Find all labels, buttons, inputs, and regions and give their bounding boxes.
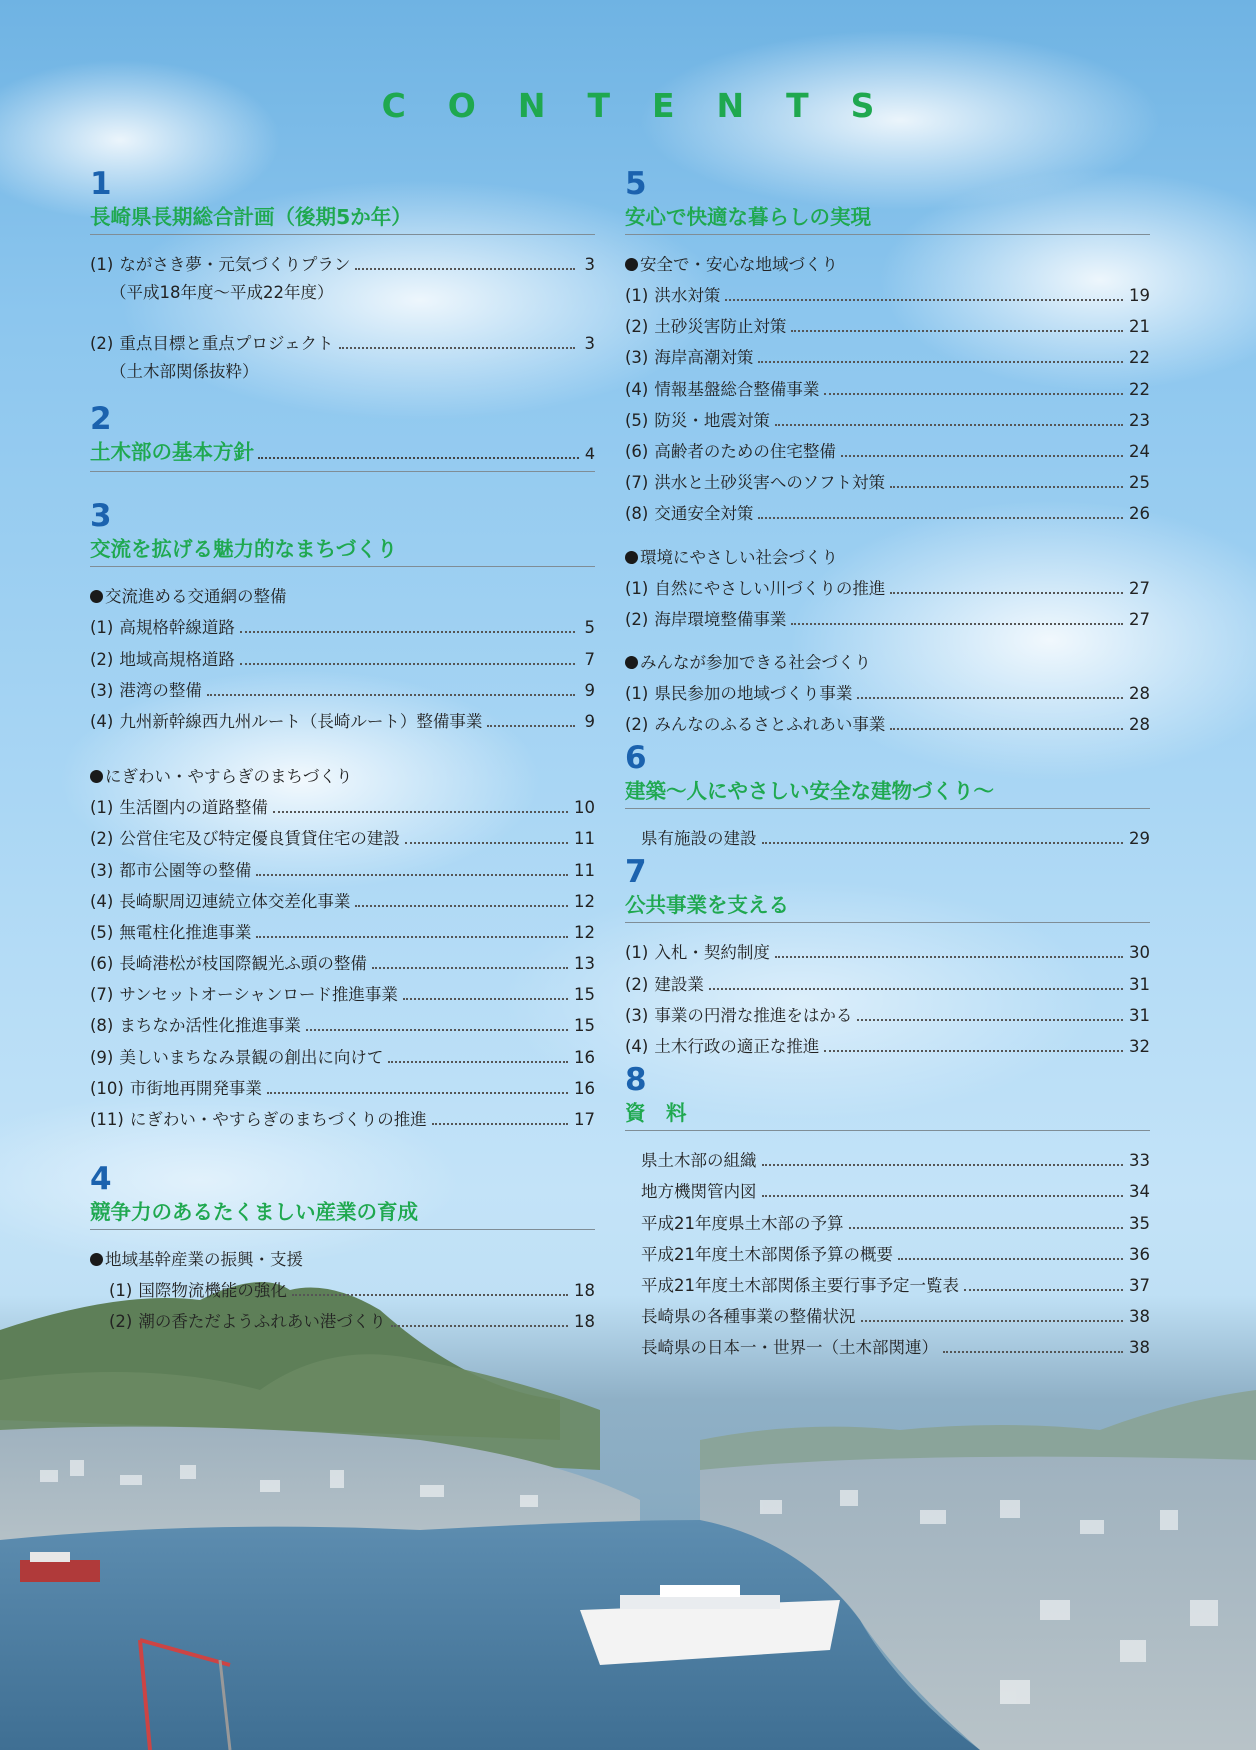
section-title[interactable] xyxy=(90,437,595,472)
entry-number: (1) xyxy=(625,286,649,305)
section-title-text: 交流を拡げる魅力的なまちづくり xyxy=(90,537,398,562)
entry-label: 公営住宅及び特定優良賃貸住宅の建設 xyxy=(119,829,400,849)
section-title-text: 公共事業を支える xyxy=(625,893,789,918)
page-number: 18 xyxy=(574,1281,595,1301)
entry-label: まちなか活性化推進事業 xyxy=(119,1016,301,1036)
entry-label: 県土木部の組織 xyxy=(641,1151,757,1171)
group-heading-text: みんなが参加できる社会づくり xyxy=(640,652,871,672)
page-number: 25 xyxy=(1129,473,1150,493)
toc-entry[interactable] xyxy=(625,1031,1150,1062)
entry-number: (2) xyxy=(109,1312,133,1332)
dot-leader xyxy=(964,1289,1123,1291)
bullet-icon xyxy=(90,770,103,783)
page-number: 7 xyxy=(584,649,595,669)
entry-number: (5) xyxy=(625,410,649,430)
toc-entry[interactable] xyxy=(90,249,595,280)
toc-entry[interactable] xyxy=(90,1073,595,1104)
toc-entry[interactable] xyxy=(625,823,1150,854)
toc-entry[interactable] xyxy=(625,467,1150,498)
page-number: 9 xyxy=(584,711,595,731)
page-number: 9 xyxy=(584,680,595,700)
toc-entry[interactable] xyxy=(90,979,595,1010)
section-title xyxy=(90,202,595,235)
bullet-icon xyxy=(625,258,638,271)
page-number: 28 xyxy=(1129,715,1150,735)
section-title xyxy=(625,776,1150,809)
entry-number: (11) xyxy=(90,1110,124,1129)
page-number: 27 xyxy=(1129,609,1150,629)
dot-leader xyxy=(857,1019,1123,1021)
section-title-text: 長崎県長期総合計画（後期5か年） xyxy=(90,205,412,229)
entry-number: (1) xyxy=(109,1281,133,1301)
section-title-text: 建築〜人にやさしい安全な建物づくり〜 xyxy=(625,779,994,804)
dot-leader xyxy=(388,1061,568,1063)
page-number: 26 xyxy=(1129,504,1150,524)
entry-label: 九州新幹線西九州ルート（長崎ルート）整備事業 xyxy=(119,711,483,731)
entry-number: (1) xyxy=(90,798,114,818)
page-number: 15 xyxy=(574,985,595,1005)
page-number: 27 xyxy=(1129,578,1150,598)
entry-label: 高齢者のための住宅整備 xyxy=(654,441,836,461)
entry-subtitle: （平成18年度〜平成22年度） xyxy=(110,283,334,303)
dot-leader xyxy=(775,956,1123,958)
entry-number: (4) xyxy=(90,891,114,911)
toc-entry[interactable] xyxy=(625,1208,1150,1239)
entry-number: (6) xyxy=(90,954,114,974)
entry-label: 県有施設の建設 xyxy=(641,829,757,849)
page-number: 35 xyxy=(1129,1213,1150,1233)
toc-entry[interactable] xyxy=(90,328,595,359)
page-number: 34 xyxy=(1129,1182,1150,1202)
group-heading-text: 安全で・安心な地域づくり xyxy=(640,255,838,274)
dot-leader xyxy=(709,988,1123,990)
dot-leader xyxy=(403,998,568,1000)
toc-entry[interactable] xyxy=(625,342,1150,373)
section-3 xyxy=(90,498,595,1135)
group-heading xyxy=(625,647,1150,678)
entry-number: (7) xyxy=(90,985,114,1005)
entry-label: にぎわい・やすらぎのまちづくりの推進 xyxy=(129,1110,427,1129)
toc-entry[interactable] xyxy=(625,709,1150,740)
entry-label: 長崎県の各種事業の整備状況 xyxy=(641,1307,856,1327)
entry-number: (3) xyxy=(625,348,649,368)
entry-label: みんなのふるさとふれあい事業 xyxy=(654,715,886,735)
entry-label: 交通安全対策 xyxy=(654,504,754,524)
entry-label: 海岸高潮対策 xyxy=(654,348,754,368)
bullet-icon xyxy=(625,551,638,564)
entry-number: (1) xyxy=(625,578,649,598)
page-number: 4 xyxy=(584,444,595,464)
entry-label: 潮の香ただようふれあい港づくり xyxy=(138,1312,386,1332)
entry-number: (3) xyxy=(625,1005,649,1025)
toc-entry[interactable] xyxy=(90,823,595,854)
dot-leader xyxy=(240,631,575,633)
entry-label: 洪水対策 xyxy=(654,286,721,305)
dot-leader xyxy=(432,1123,568,1125)
entry-number: (7) xyxy=(625,473,649,493)
section-title-text: 土木部の基本方針 xyxy=(90,440,254,465)
entry-label: 重点目標と重点プロジェクト xyxy=(119,334,334,354)
entry-number: (4) xyxy=(625,1037,649,1056)
dot-leader xyxy=(890,486,1123,488)
entry-number: (2) xyxy=(90,649,114,669)
entry-label: 海岸環境整備事業 xyxy=(654,609,787,629)
group-heading xyxy=(90,581,595,612)
page-number: 16 xyxy=(574,1047,595,1067)
entry-number: (2) xyxy=(90,334,114,354)
dot-leader xyxy=(372,967,568,969)
dot-leader xyxy=(943,1351,1123,1353)
dot-leader xyxy=(256,936,568,938)
section-number: 3 xyxy=(90,498,112,535)
dot-leader xyxy=(339,347,575,349)
page-number: 23 xyxy=(1129,410,1150,430)
toc-entry[interactable] xyxy=(625,1239,1150,1270)
toc-entry[interactable] xyxy=(625,498,1150,529)
page-number: 30 xyxy=(1129,943,1150,963)
entry-label: 県民参加の地域づくり事業 xyxy=(654,683,853,703)
dot-leader xyxy=(857,697,1123,699)
toc-entry[interactable] xyxy=(625,1176,1150,1207)
entry-label: 平成21年度土木部関係予算の概要 xyxy=(641,1244,893,1264)
section-number: 7 xyxy=(625,854,647,891)
page-number: 21 xyxy=(1129,317,1150,337)
toc-entry[interactable] xyxy=(90,855,595,886)
page-number: 38 xyxy=(1129,1338,1150,1358)
dot-leader xyxy=(207,694,575,696)
section-number: 2 xyxy=(90,401,112,438)
entry-label: 美しいまちなみ景観の創出に向けて xyxy=(119,1047,384,1067)
dot-leader xyxy=(824,393,1123,395)
section-8 xyxy=(625,1062,1150,1363)
dot-leader xyxy=(898,1258,1123,1260)
section-title-text: 資 料 xyxy=(625,1101,687,1126)
entry-number: (2) xyxy=(90,829,114,849)
dot-leader xyxy=(306,1029,568,1031)
dot-leader xyxy=(762,1164,1124,1166)
toc-entry[interactable] xyxy=(90,1010,595,1041)
contents-title: CONTENTS xyxy=(381,86,917,125)
section-title xyxy=(625,890,1150,923)
toc-entry[interactable] xyxy=(625,280,1150,311)
page-number: 11 xyxy=(574,860,595,880)
entry-label: 高規格幹線道路 xyxy=(119,618,235,638)
toc-entry[interactable] xyxy=(625,1332,1150,1363)
page-number: 36 xyxy=(1129,1244,1150,1264)
entry-number: (2) xyxy=(625,974,649,994)
dot-leader xyxy=(240,663,575,665)
entry-label: 土木行政の適正な推進 xyxy=(654,1037,820,1056)
section-5 xyxy=(625,166,1150,740)
toc-entry[interactable] xyxy=(625,969,1150,1000)
toc-entry[interactable] xyxy=(90,1306,595,1337)
group-heading xyxy=(625,249,1150,280)
entry-number: (1) xyxy=(625,683,649,703)
section-title xyxy=(90,1197,595,1230)
page-number: 18 xyxy=(574,1312,595,1332)
toc-entry[interactable] xyxy=(625,604,1150,635)
dot-leader xyxy=(758,361,1123,363)
bullet-icon xyxy=(90,1253,103,1266)
section-number: 1 xyxy=(90,166,112,202)
dot-leader xyxy=(355,905,568,907)
dot-leader xyxy=(355,268,575,270)
page-number: 13 xyxy=(574,954,595,974)
toc-entry[interactable] xyxy=(90,706,595,737)
entry-label: 情報基盤総合整備事業 xyxy=(654,379,820,399)
dot-leader xyxy=(267,1092,568,1094)
left-column xyxy=(90,166,595,1338)
toc-entry[interactable] xyxy=(625,311,1150,342)
dot-leader xyxy=(791,330,1123,332)
entry-number: (9) xyxy=(90,1047,114,1067)
page-number: 37 xyxy=(1129,1275,1150,1295)
dot-leader xyxy=(824,1050,1123,1052)
entry-number: (1) xyxy=(90,618,114,638)
entry-label: 平成21年度県土木部の予算 xyxy=(641,1213,844,1233)
page-number: 5 xyxy=(584,618,595,638)
dot-leader xyxy=(487,725,575,727)
page-number: 3 xyxy=(584,334,595,354)
toc-entry[interactable] xyxy=(625,678,1150,709)
group-heading-text: 地域基幹産業の振興・支援 xyxy=(105,1250,303,1270)
entry-label: サンセットオーシャンロード推進事業 xyxy=(119,985,398,1005)
toc-entry[interactable] xyxy=(625,573,1150,604)
page-number: 31 xyxy=(1129,1005,1150,1025)
toc-entry[interactable] xyxy=(625,374,1150,405)
page-number: 28 xyxy=(1129,683,1150,703)
toc-entry[interactable] xyxy=(90,644,595,675)
dot-leader xyxy=(256,874,568,876)
entry-number: (8) xyxy=(625,504,649,524)
entry-label: 地域高規格道路 xyxy=(119,649,235,669)
page-number: 24 xyxy=(1129,441,1150,461)
entry-number: (5) xyxy=(90,922,114,942)
toc-entry[interactable] xyxy=(90,1275,595,1306)
entry-label: 長崎港松が枝国際観光ふ頭の整備 xyxy=(119,954,367,974)
group-heading-text: 環境にやさしい社会づくり xyxy=(640,547,838,567)
section-title xyxy=(625,202,1150,235)
page-number: 22 xyxy=(1129,379,1150,399)
entry-number: (8) xyxy=(90,1016,114,1036)
toc-entry[interactable] xyxy=(625,1000,1150,1031)
toc-entry[interactable] xyxy=(625,436,1150,467)
toc-entry[interactable] xyxy=(90,917,595,948)
entry-number: (6) xyxy=(625,441,649,461)
toc-entry[interactable] xyxy=(90,792,595,823)
entry-label: 市街地再開発事業 xyxy=(129,1078,262,1098)
entry-label: 平成21年度土木部関係主要行事予定一覧表 xyxy=(641,1275,959,1295)
entry-label: 洪水と土砂災害へのソフト対策 xyxy=(654,473,886,493)
toc-entry[interactable] xyxy=(90,1042,595,1073)
page-number: 12 xyxy=(574,891,595,911)
toc-entry[interactable] xyxy=(625,1270,1150,1301)
entry-label: 無電柱化推進事業 xyxy=(119,922,252,942)
section-4 xyxy=(90,1161,595,1337)
page-number: 10 xyxy=(574,798,595,818)
section-title xyxy=(90,534,595,567)
page-number: 19 xyxy=(1129,286,1150,305)
right-column xyxy=(625,166,1150,1364)
entry-number: (2) xyxy=(625,609,649,629)
entry-label: 生活圏内の道路整備 xyxy=(119,798,268,818)
toc-entry[interactable] xyxy=(90,886,595,917)
entry-number: (3) xyxy=(90,680,114,700)
entry-number: (1) xyxy=(90,255,114,274)
page-number: 29 xyxy=(1129,829,1150,849)
page-number: 33 xyxy=(1129,1151,1150,1171)
dot-leader xyxy=(861,1320,1124,1322)
entry-label: 土砂災害防止対策 xyxy=(654,317,787,337)
entry-label: 入札・契約制度 xyxy=(654,943,770,963)
group-heading-text: にぎわい・やすらぎのまちづくり xyxy=(105,767,353,787)
entry-number: (2) xyxy=(625,715,649,735)
toc-entry[interactable] xyxy=(625,405,1150,436)
entry-number: (3) xyxy=(90,860,114,880)
dot-leader xyxy=(405,842,568,844)
entry-number: (1) xyxy=(625,943,649,963)
entry-label: 事業の円滑な推進をはかる xyxy=(654,1005,853,1025)
dot-leader xyxy=(258,457,579,459)
page-number: 11 xyxy=(574,829,595,849)
toc-entry[interactable] xyxy=(90,612,595,643)
page-number: 12 xyxy=(574,922,595,942)
section-6 xyxy=(625,740,1150,854)
dot-leader xyxy=(391,1325,568,1327)
section-1 xyxy=(90,166,595,385)
entry-label: 長崎県の日本一・世界一（土木部関連） xyxy=(641,1338,938,1358)
dot-leader xyxy=(841,455,1123,457)
group-heading xyxy=(90,761,595,792)
dot-leader xyxy=(849,1227,1124,1229)
entry-label: 地方機関管内図 xyxy=(641,1182,757,1202)
dot-leader xyxy=(890,592,1123,594)
dot-leader xyxy=(791,623,1123,625)
page-number: 15 xyxy=(574,1016,595,1036)
page-number: 3 xyxy=(584,255,595,274)
toc-entry[interactable] xyxy=(625,1145,1150,1176)
group-heading xyxy=(90,1244,595,1275)
page-number: 38 xyxy=(1129,1307,1150,1327)
entry-label: 国際物流機能の強化 xyxy=(138,1281,287,1301)
entry-subtitle: （土木部関係抜粋） xyxy=(110,362,259,382)
toc-entry[interactable] xyxy=(90,1104,595,1135)
entry-label: 都市公園等の整備 xyxy=(119,860,252,880)
entry-number: (4) xyxy=(625,379,649,399)
section-7 xyxy=(625,854,1150,1062)
entry-number: (10) xyxy=(90,1078,124,1098)
section-number: 8 xyxy=(625,1062,647,1099)
page-number: 22 xyxy=(1129,348,1150,368)
dot-leader xyxy=(273,811,568,813)
entry-label: 長崎駅周辺連続立体交差化事業 xyxy=(119,891,351,911)
entry-label: 自然にやさしい川づくりの推進 xyxy=(654,578,886,598)
dot-leader xyxy=(758,517,1123,519)
page-number: 16 xyxy=(574,1078,595,1098)
toc-entry[interactable] xyxy=(90,948,595,979)
section-title-text: 安心で快適な暮らしの実現 xyxy=(625,205,871,229)
section-number: 4 xyxy=(90,1161,112,1198)
dot-leader xyxy=(292,1294,568,1296)
bullet-icon xyxy=(90,590,103,603)
dot-leader xyxy=(775,424,1123,426)
entry-label: 防災・地震対策 xyxy=(654,410,770,430)
dot-leader xyxy=(762,842,1124,844)
entry-number: (2) xyxy=(625,317,649,337)
page-number: 17 xyxy=(574,1110,595,1129)
group-heading-text: 交流進める交通網の整備 xyxy=(105,587,287,607)
bullet-icon xyxy=(625,656,638,669)
dot-leader xyxy=(762,1195,1124,1197)
section-number: 6 xyxy=(625,740,647,777)
entry-number: (4) xyxy=(90,711,114,731)
section-number: 5 xyxy=(625,166,647,202)
section-2 xyxy=(90,401,595,472)
group-heading xyxy=(625,542,1150,573)
entry-label: ながさき夢・元気づくりプラン xyxy=(119,255,351,274)
section-title xyxy=(625,1098,1150,1131)
entry-label: 建設業 xyxy=(654,974,704,994)
section-title-text: 競争力のあるたくましい産業の育成 xyxy=(90,1200,418,1225)
toc-entry[interactable] xyxy=(625,937,1150,968)
page-number: 32 xyxy=(1129,1037,1150,1056)
entry-label: 港湾の整備 xyxy=(119,680,202,700)
toc-entry[interactable] xyxy=(625,1301,1150,1332)
page-number: 31 xyxy=(1129,974,1150,994)
toc-entry[interactable] xyxy=(90,675,595,706)
dot-leader xyxy=(890,728,1123,730)
dot-leader xyxy=(725,299,1123,301)
